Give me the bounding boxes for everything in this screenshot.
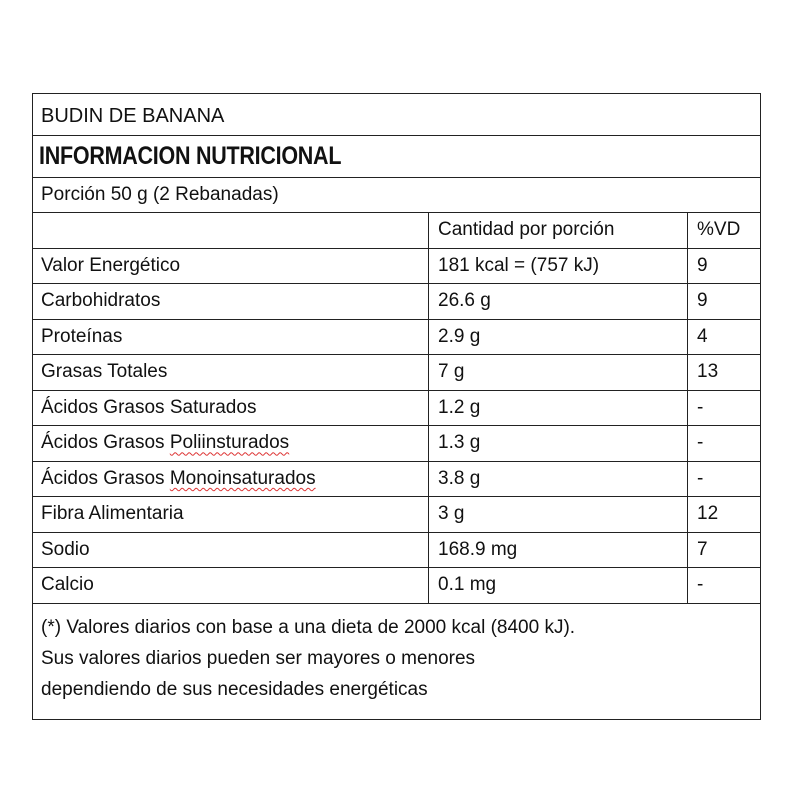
- nutrient-dv: 9: [697, 290, 708, 312]
- nutrient-dv: 4: [697, 325, 708, 347]
- nutrient-dv: -: [697, 467, 704, 489]
- footnote: [33, 604, 760, 719]
- spellcheck-flagged-word: Poliinsturados: [169, 432, 290, 454]
- nutrient-name: Calcio: [33, 568, 429, 603]
- nutrient-name: [33, 426, 429, 461]
- nutrient-amount: 3 g: [429, 497, 688, 532]
- nutrient-name-prefix: Ácidos Grasos: [41, 467, 170, 489]
- nutrient-dv: 13: [697, 361, 719, 383]
- header-amount: Cantidad por porción: [429, 213, 688, 248]
- product-name: [33, 94, 760, 136]
- nutrient-dv: 7: [697, 538, 708, 560]
- nutrient-amount: 168.9 mg: [429, 533, 688, 568]
- nutrient-dv: -: [697, 396, 704, 418]
- table-row: [33, 426, 760, 462]
- nutrient-name: Grasas Totales: [33, 355, 429, 390]
- nutrient-name: Carbohidratos: [33, 284, 429, 319]
- spellcheck-flagged-word: Monoinsaturados: [169, 467, 316, 489]
- table-row: [33, 320, 760, 356]
- header-nutrient: [33, 213, 429, 248]
- footnote-line: (*) Valores diarios con base a una dieta de 2000 kcal (8400 kJ).: [41, 616, 576, 638]
- nutrient-amount: 2.9 g: [429, 320, 688, 355]
- nutrient-amount: 1.2 g: [429, 391, 688, 426]
- table-row: [33, 249, 760, 285]
- table-row: [33, 391, 760, 427]
- nutrient-amount: 0.1 mg: [429, 568, 688, 603]
- table-row: [33, 533, 760, 569]
- portion-size: [33, 178, 760, 213]
- table-row: [33, 568, 760, 604]
- table-row: [33, 462, 760, 498]
- nutrient-dv: 12: [697, 503, 719, 525]
- nutrient-dv: -: [697, 574, 704, 596]
- nutrient-name: Proteínas: [33, 320, 429, 355]
- nutrient-amount: 7 g: [429, 355, 688, 390]
- footnote-line: Sus valores diarios pueden ser mayores o menores: [41, 647, 476, 669]
- nutrient-amount: 181 kcal = (757 kJ): [429, 249, 688, 284]
- footnote-line: dependiendo de sus necesidades energéticas: [41, 678, 428, 700]
- product-name-text: BUDIN DE BANANA: [41, 105, 225, 127]
- table-row: [33, 355, 760, 391]
- table-row: [33, 284, 760, 320]
- heading-text: INFORMACION NUTRICIONAL: [39, 142, 342, 170]
- nutrient-name: Ácidos Grasos Saturados: [33, 391, 429, 426]
- nutrient-name-prefix: Ácidos Grasos: [41, 432, 170, 454]
- nutrient-amount: 1.3 g: [429, 426, 688, 461]
- nutrient-dv: 9: [697, 254, 708, 276]
- nutrient-name: Sodio: [33, 533, 429, 568]
- nutrient-amount: 26.6 g: [429, 284, 688, 319]
- label-heading: [33, 136, 760, 178]
- nutrient-name: Fibra Alimentaria: [33, 497, 429, 532]
- nutrient-name: [33, 462, 429, 497]
- table-header: [33, 213, 760, 249]
- portion-text: Porción 50 g (2 Rebanadas): [41, 184, 279, 205]
- header-dv: %VD: [697, 219, 741, 241]
- nutrition-label: [32, 93, 761, 720]
- nutrient-amount: 3.8 g: [429, 462, 688, 497]
- nutrient-name: Valor Energético: [33, 249, 429, 284]
- table-row: [33, 497, 760, 533]
- nutrient-dv: -: [697, 432, 704, 454]
